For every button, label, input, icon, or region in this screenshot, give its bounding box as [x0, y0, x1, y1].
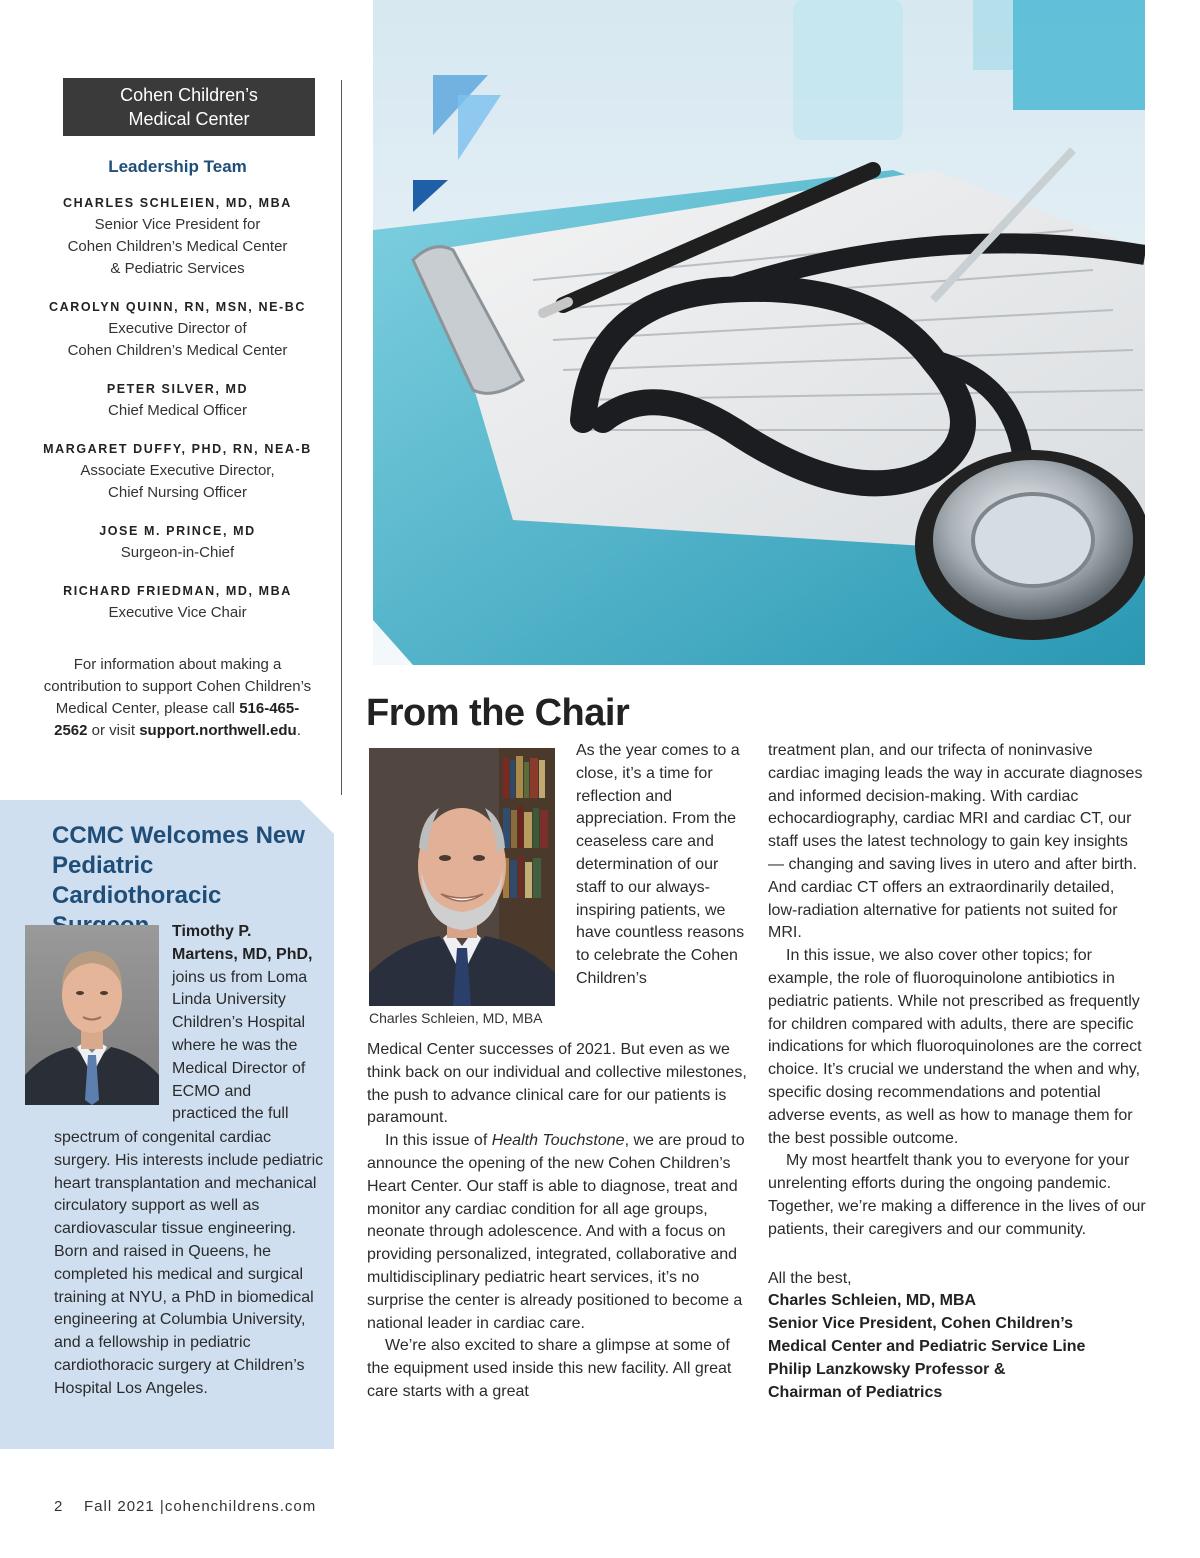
org-name-box — [63, 78, 315, 136]
signoff — [768, 1268, 1148, 1405]
sidebar-divider — [341, 80, 342, 795]
org-name-line1: Cohen Children’s — [120, 85, 258, 105]
article-title: From the Chair — [366, 692, 630, 734]
leadership-list — [40, 195, 315, 643]
signature-line: Medical Center and Pediatric Service Line — [768, 1337, 1086, 1355]
footer-separator: | — [159, 1498, 165, 1515]
contribution-text-middle: or visit — [87, 722, 140, 739]
closing: All the best, — [768, 1269, 852, 1287]
signature-line: Charles Schleien, MD, MBA — [768, 1292, 977, 1310]
doctor-name: Timothy P. Martens, MD, PhD, — [172, 923, 313, 963]
article-paragraph — [367, 1130, 747, 1335]
para-text: , we are proud to announce the opening of the new Cohen Children’s Heart Center. Our staff is able to diagnose, treat and monitor any cardiac condition for all age groups, neonate through adolescence. And with a focus on providing personalized, integrated, collaborative and multidisciplinary pediatric heart services, it’s no surprise the center is already positioned to become a national leader in cardiac care. — [367, 1132, 745, 1332]
page-number: 2 — [54, 1498, 64, 1515]
signature-line: Chairman of Pediatrics — [768, 1383, 943, 1401]
welcome-intro — [172, 921, 320, 1126]
leader-name: JOSE M. PRINCE, MD — [99, 524, 256, 538]
schleien-photo — [369, 748, 555, 1006]
article-intro-wrap: As the year comes to a close, it’s a time for reflection and appreciation. From the ceaseless care and determination of our staff to our always-inspiring patients, we have countless reasons to celebrate the Cohen Children’s — [576, 742, 745, 987]
leader-name: PETER SILVER, MD — [106, 382, 249, 396]
leader-entry — [40, 583, 315, 624]
welcome-title: CCMC Welcomes New Pediatric Cardiothoracic — [52, 822, 305, 909]
welcome-body: spectrum of congenital cardiac surgery. His interests include pediatric heart transplantation and mechanical circulatory support as well as cardiovascular tissue engineering. Born and raised in Queens, he completed his medical and surgical training at NYU, a PhD in biomedical engineering at Columbia University, and a fellowship in pediatric cardiothoracic surgery at Children’s Hospital Los Angeles. — [54, 1129, 324, 1397]
article-column-2 — [768, 740, 1148, 1404]
contribution-text: For information about making a contribution to support Cohen Children’s Medical Center, please call — [43, 656, 312, 717]
martens-photo — [25, 925, 159, 1105]
leader-entry — [40, 441, 315, 504]
leader-name: MARGARET DUFFY, PHD, RN, NEA-B — [43, 442, 312, 456]
leader-entry — [40, 195, 315, 280]
leader-name: CHARLES SCHLEIEN, MD, MBA — [63, 196, 292, 210]
publication-name: Health Touchstone — [491, 1132, 625, 1150]
leader-title: Associate Executive Director, Chief Nursing Officer — [80, 462, 275, 501]
article-paragraph: We’re also excited to share a glimpse at some of the equipment used inside this new facility. All great care starts with a great — [367, 1337, 732, 1400]
leadership-heading: Leadership Team — [108, 157, 247, 176]
stethoscope-hero-image — [373, 0, 1145, 665]
signature-line: Senior Vice President, Cohen Children’s — [768, 1315, 1073, 1333]
contribution-link[interactable]: support.northwell.edu — [139, 722, 297, 739]
leader-title: Senior Vice President for Cohen Children’s Medical Center & Pediatric Services — [67, 216, 288, 277]
leader-title: Executive Vice Chair — [108, 604, 247, 621]
leader-title: Surgeon-in-Chief — [120, 544, 235, 561]
site-link[interactable]: cohenchildrens.com — [164, 1498, 317, 1515]
leader-entry — [40, 299, 315, 362]
article-paragraph: In this issue, we also cover other topics; for example, the role of fluoroquinolone antibiotics in pediatric patients. While not prescribed as frequently for children compared with adults, there are specific indications for which fluoroquinolones are the correct choice. It’s crucial we understand the when and why, specific dosing recommendations and potential adverse events, as well as how to manage them for the best possible outcome. — [768, 947, 1142, 1147]
leader-entry — [40, 381, 315, 422]
issue-label: Fall 2021 — [84, 1498, 155, 1515]
signature-line: Philip Lanzkowsky Professor & — [768, 1360, 1006, 1378]
contribution-info — [40, 654, 315, 742]
photo-caption: Charles Schleien, MD, MBA — [369, 1010, 543, 1026]
contribution-phone: 516-465-2562 — [54, 700, 300, 739]
article-column-1 — [367, 1039, 747, 1404]
leader-entry — [40, 523, 315, 564]
contribution-text-end: . — [296, 722, 301, 739]
org-name-line2: Medical Center — [128, 109, 250, 129]
page-footer — [54, 1498, 316, 1515]
para-text: In this issue of — [385, 1132, 492, 1150]
welcome-intro-text: joins us from Loma Linda University Children’s Hospital where he was the Medical Director of ECMO and practiced the full — [172, 968, 308, 1123]
article-paragraph: Medical Center successes of 2021. But even as we think back on our individual and collective milestones, the push to advance clinical care for our patients is paramount. — [367, 1041, 747, 1127]
article-paragraph: treatment plan, and our trifecta of noninvasive cardiac imaging leads the way in accurate diagnoses and informed decision-making. With cardiac echocardiography, cardiac MRI and cardiac CT, our staff uses the latest technology to gain key insights — changing and saving lives in utero and after birth. And cardiac CT offers an extraordinarily detailed, low-radiation alternative for patients not suited for MRI. — [768, 742, 1143, 942]
article-paragraph: My most heartfelt thank you to everyone for your unrelenting efforts during the ongoing pandemic. Together, we’re making a difference in the lives of our patients, their caregivers and our community. — [768, 1152, 1146, 1238]
leader-title: Executive Director of Cohen Children’s Medical Center — [67, 320, 288, 359]
leader-name: CAROLYN QUINN, RN, MSN, NE-BC — [48, 300, 307, 314]
leader-title: Chief Medical Officer — [108, 402, 247, 419]
leader-name: RICHARD FRIEDMAN, MD, MBA — [63, 584, 292, 598]
